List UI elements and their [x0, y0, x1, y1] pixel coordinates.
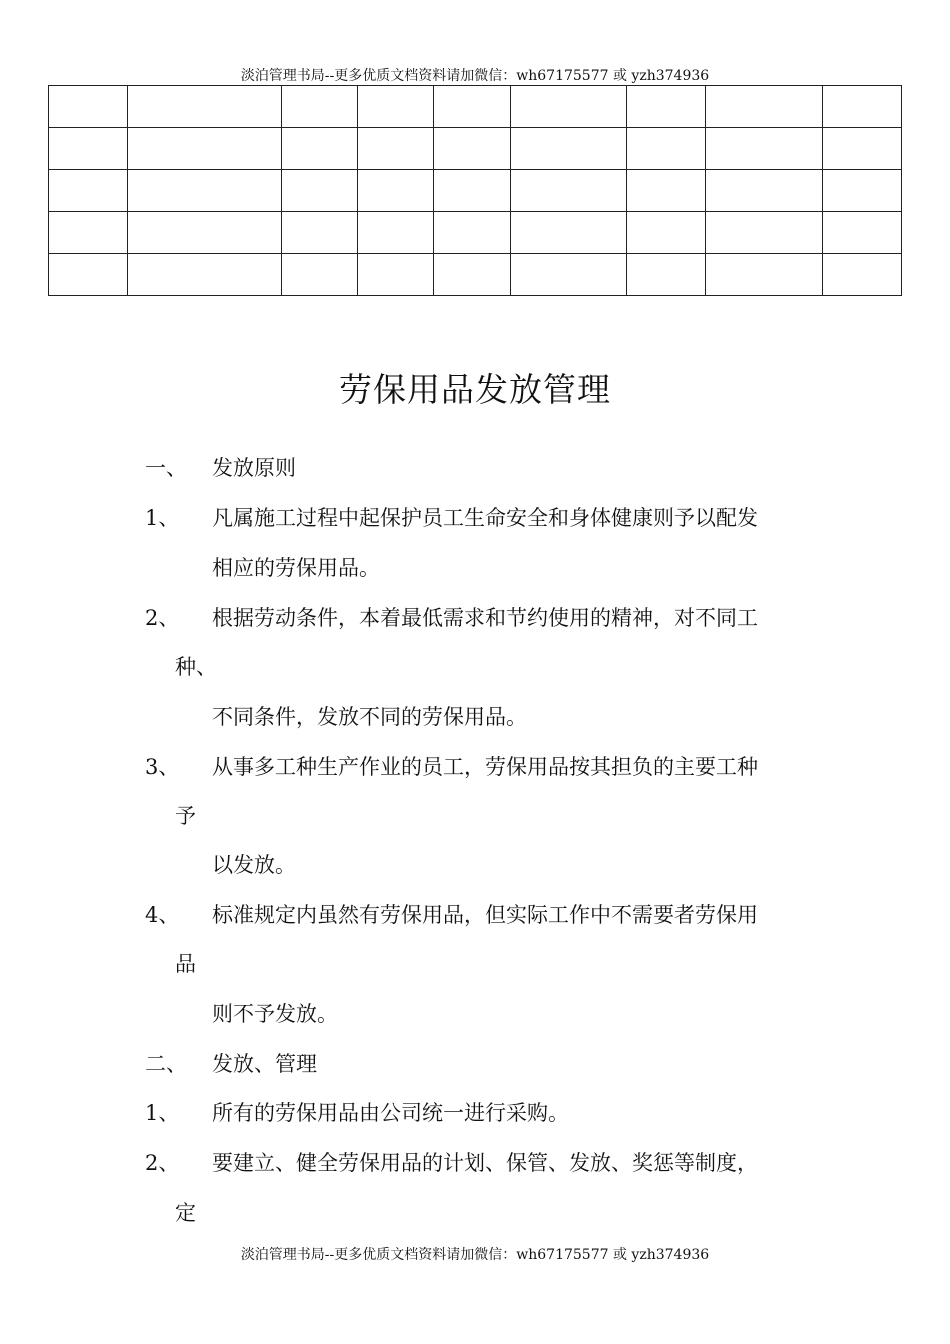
item-text: 标准规定内虽然有劳保用品，但实际工作中不需要者劳保用 [212, 903, 758, 927]
item-text: 所有的劳保用品由公司统一进行采购。 [212, 1101, 569, 1125]
item-text: 从事多工种生产作业的员工，劳保用品按其担负的主要工种 [212, 755, 758, 779]
item-number: 3、 [145, 755, 180, 779]
page-header-note: 淡泊管理书局--更多优质文档资料请加微信：wh67175577 或 yzh374936 [240, 68, 710, 84]
table-row [49, 254, 902, 296]
item-number: 2、 [145, 606, 180, 630]
item-wrap: 予 [175, 804, 196, 828]
item-number: 2、 [145, 1151, 180, 1175]
section-number: 二、 [145, 1052, 187, 1076]
section-heading: 发放、管理 [212, 1052, 317, 1076]
document-title: 劳保用品发放管理 [339, 370, 611, 409]
table-row [49, 86, 902, 128]
table-row [49, 170, 902, 212]
item-continuation: 相应的劳保用品。 [212, 556, 380, 580]
item-text: 根据劳动条件，本着最低需求和节约使用的精神，对不同工 [212, 606, 758, 630]
item-text: 要建立、健全劳保用品的计划、保管、发放、奖惩等制度， [212, 1151, 758, 1175]
empty-table [48, 85, 902, 296]
table-row [49, 128, 902, 170]
item-wrap: 品 [175, 952, 196, 976]
table-row [49, 212, 902, 254]
item-continuation: 则不予发放。 [212, 1002, 338, 1026]
section-heading: 发放原则 [212, 456, 296, 480]
item-wrap: 定 [175, 1201, 196, 1225]
item-continuation: 不同条件，发放不同的劳保用品。 [212, 705, 527, 729]
item-continuation: 以发放。 [212, 853, 296, 877]
item-number: 1、 [145, 1101, 180, 1125]
item-wrap: 种、 [175, 655, 217, 679]
item-number: 4、 [145, 903, 180, 927]
section-number: 一、 [145, 456, 187, 480]
item-text: 凡属施工过程中起保护员工生命安全和身体健康则予以配发 [212, 506, 758, 530]
item-number: 1、 [145, 506, 180, 530]
page-footer-note: 淡泊管理书局--更多优质文档资料请加微信：wh67175577 或 yzh374936 [240, 1247, 710, 1263]
